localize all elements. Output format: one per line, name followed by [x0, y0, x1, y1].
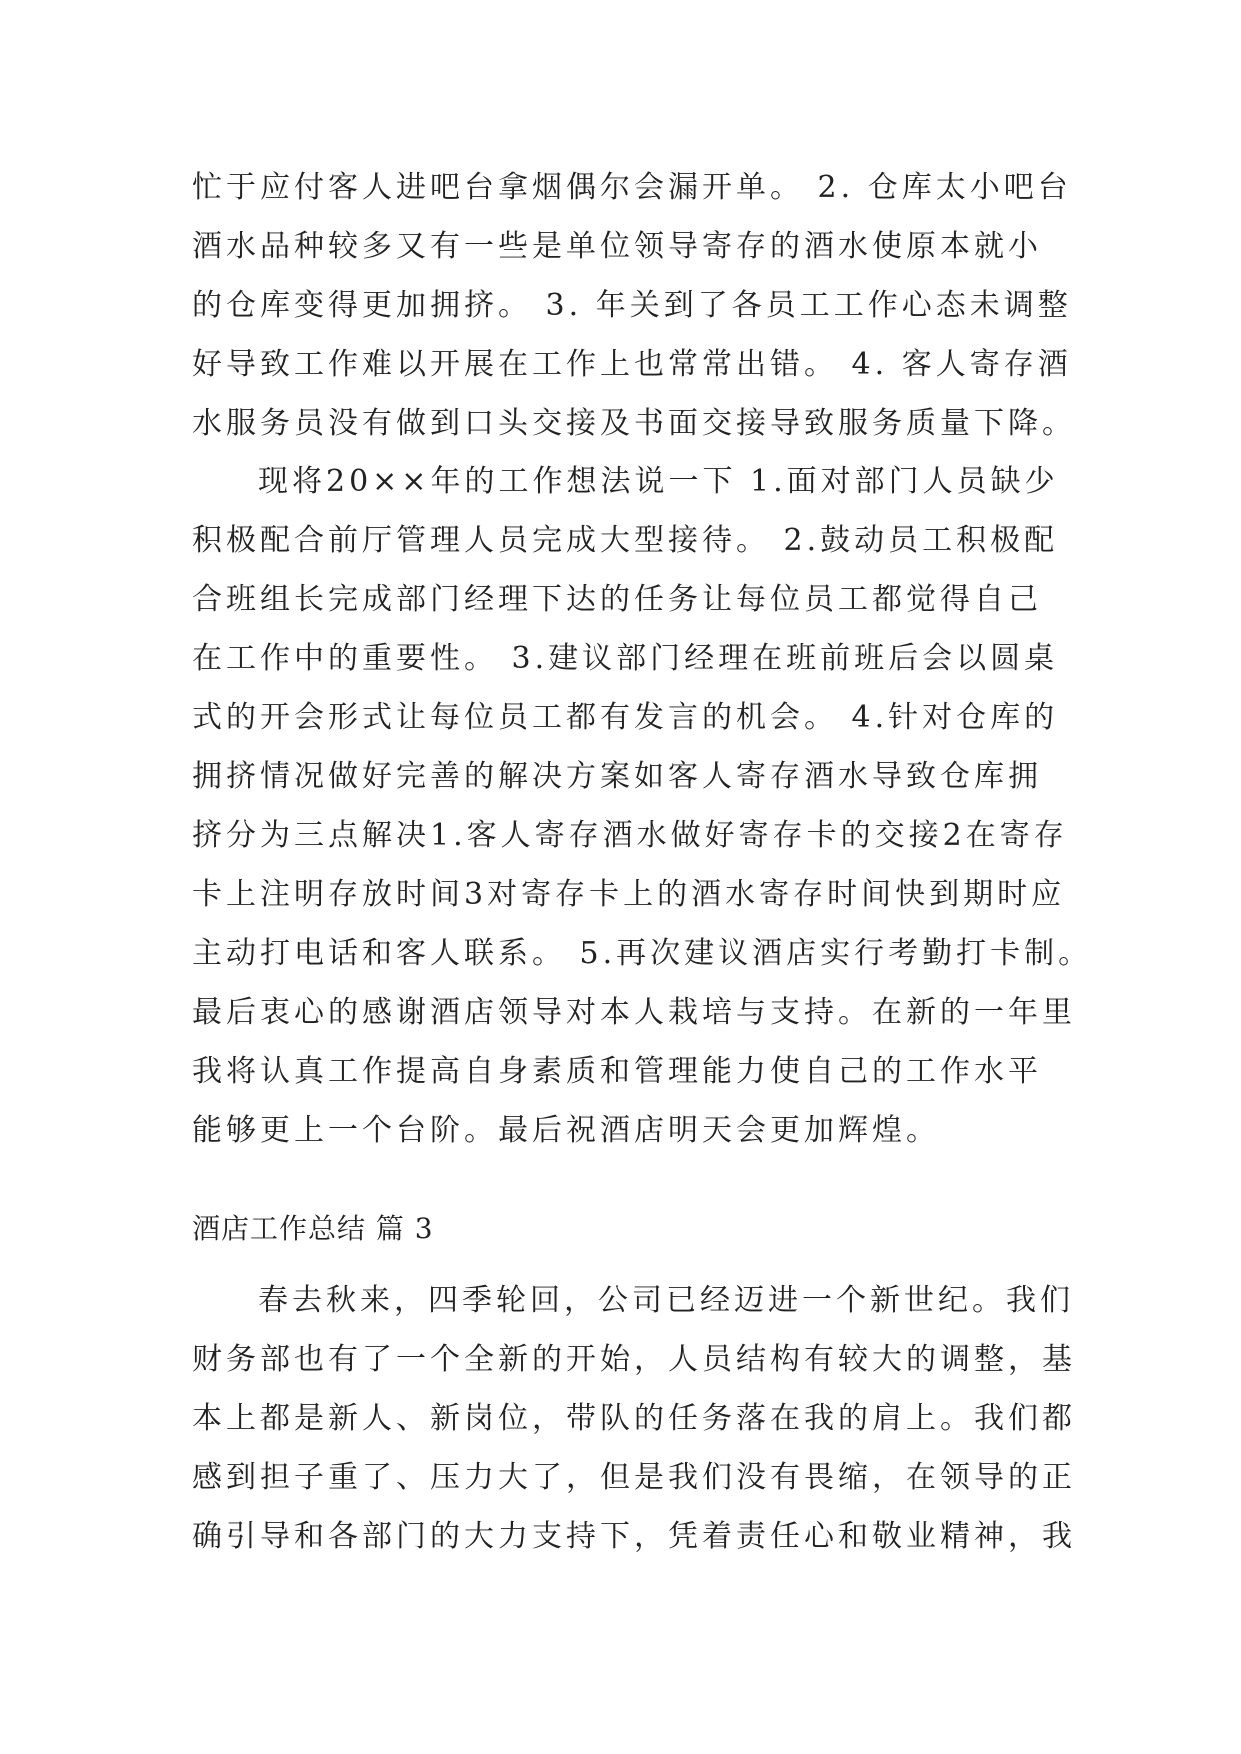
- text-line: 积极配合前厅管理人员完成大型接待。 2.鼓动员工积极配: [192, 523, 1059, 558]
- text-line: 式的开会形式让每位员工都有发言的机会。 4.针对仓库的: [192, 700, 1059, 735]
- text-line: 酒水品种较多又有一些是单位领导寄存的酒水使原本就小: [192, 229, 1042, 264]
- section-heading: 酒店工作总结 篇 3: [192, 1212, 434, 1245]
- text-line: 确引导和各部门的大力支持下，凭着责任心和敬业精神，我: [192, 1519, 1076, 1554]
- text-line: 感到担子重了、压力大了，但是我们没有畏缩，在领导的正: [192, 1460, 1076, 1495]
- text-line: 合班组长完成部门经理下达的任务让每位员工都觉得自己: [192, 582, 1042, 617]
- text-line: 好导致工作难以开展在工作上也常常出错。 4. 客人寄存酒: [192, 347, 1072, 382]
- text-line: 的仓库变得更加拥挤。 3. 年关到了各员工工作心态未调整: [192, 288, 1072, 323]
- text-line: 挤分为三点解决1.客人寄存酒水做好寄存卡的交接2在寄存: [192, 818, 1068, 853]
- text-line: 拥挤情况做好完善的解决方案如客人寄存酒水导致仓库拥: [192, 759, 1042, 794]
- text-line: 我将认真工作提高自身素质和管理能力使自己的工作水平: [192, 1054, 1042, 1089]
- text-line: 忙于应付客人进吧台拿烟偶尔会漏开单。 2. 仓库太小吧台: [192, 170, 1072, 205]
- text-line: 本上都是新人、新岗位，带队的任务落在我的肩上。我们都: [192, 1401, 1076, 1436]
- text-line: 最后衷心的感谢酒店领导对本人栽培与支持。在新的一年里: [192, 995, 1076, 1030]
- text-line: 卡上注明存放时间3对寄存卡上的酒水寄存时间快到期时应: [192, 877, 1066, 912]
- paragraph-3: [192, 1271, 1076, 1566]
- text-line: 现将20××年的工作想法说一下 1.面对部门人员缺少: [258, 464, 1059, 499]
- paragraph-2: [192, 452, 1093, 1160]
- text-line: 水服务员没有做到口头交接及书面交接导致服务质量下降。: [192, 406, 1076, 441]
- text-line: 在工作中的重要性。 3.建议部门经理在班前班后会以圆桌: [192, 641, 1059, 676]
- text-line: 春去秋来，四季轮回，公司已经迈进一个新世纪。我们: [258, 1283, 1074, 1318]
- text-line: 能够更上一个台阶。最后祝酒店明天会更加辉煌。: [192, 1113, 940, 1148]
- paragraph-1: [192, 158, 1076, 453]
- text-line: 主动打电话和客人联系。 5.再次建议酒店实行考勤打卡制。: [192, 936, 1093, 971]
- text-line: 财务部也有了一个全新的开始，人员结构有较大的调整，基: [192, 1342, 1076, 1377]
